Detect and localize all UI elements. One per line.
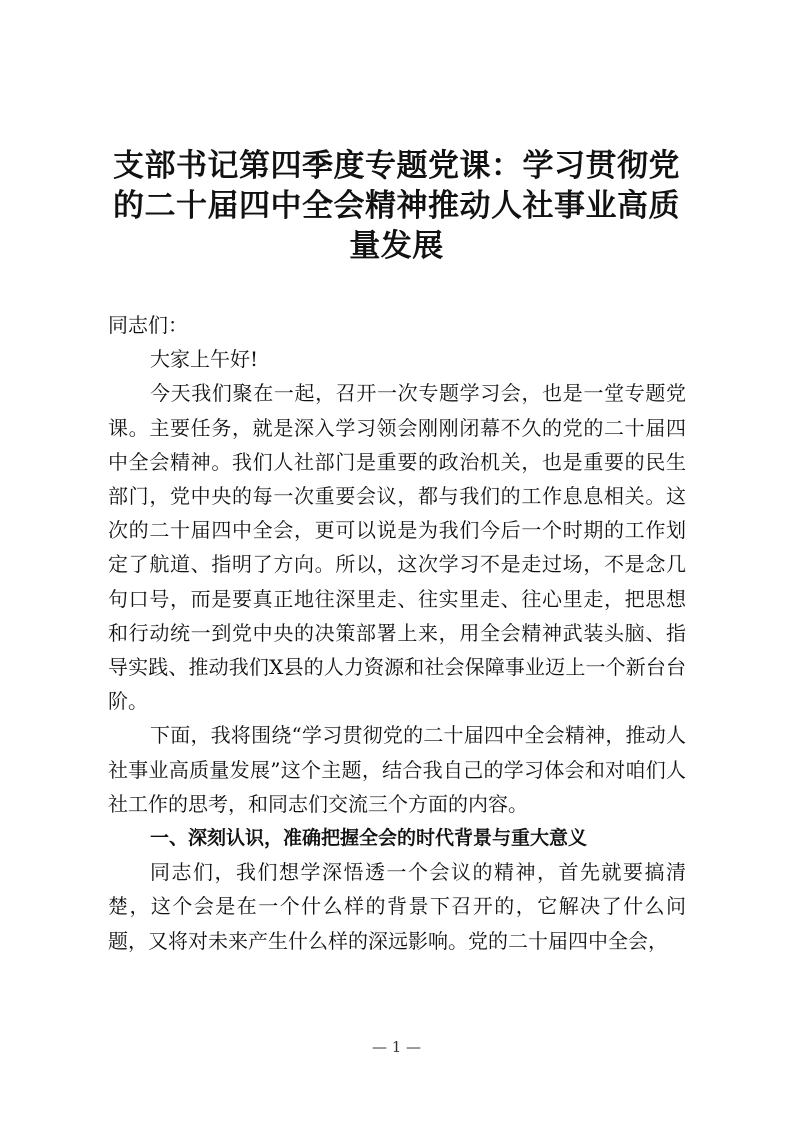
section-heading-one: 一、深刻认识，准确把握全会的时代背景与重大意义 [150,827,588,850]
paragraph-outline: 下面，我将围绕“学习贯彻党的二十届四中全会精神，推动人社事业高质量发展”这个主题，结合我自己的学习体会和对咱们人社工作的思考，和同志们交流三个方面的内容。 [108,723,686,816]
document-title: 支部书记第四季度专题党课：学习贯彻党的二十届四中全会精神推动人社事业高质量发展 [113,148,680,264]
page-number: — 1 — [371,1038,422,1056]
paragraph-intro: 今天我们聚在一起，召开一次专题学习会，也是一堂专题党课。主要任务，就是深入学习领会刚刚闭幕不久的党的二十届四中全会精神。我们人社部门是重要的政治机关，也是重要的民生部门，党中央的每一次重要会议，都与我们的工作息息相关。这次的二十届四中全会，更可以说是为我们今后一个时期的工作划定了航道、指明了方向。所以，这次学习不是走过场，不是念几句口号，而是要真正地往深里走、往实里走、往心里走，把思想和行动统一到党中央的决策部署上来，用全会精神武装头脑、指导实践、推动我们X县的人力资源和社会保障事业迈上一个新台台阶。 [108,381,686,714]
paragraph-section-one: 同志们，我们想学深悟透一个会议的精神，首先就要搞清楚，这个会是在一个什么样的背景下召开的，它解决了什么问题，又将对未来产生什么样的深远影响。党的二十届四中全会， [108,860,686,953]
salutation: 同志们： [108,313,188,337]
document-body [108,308,686,958]
greeting-line: 大家上午好! [150,347,259,372]
